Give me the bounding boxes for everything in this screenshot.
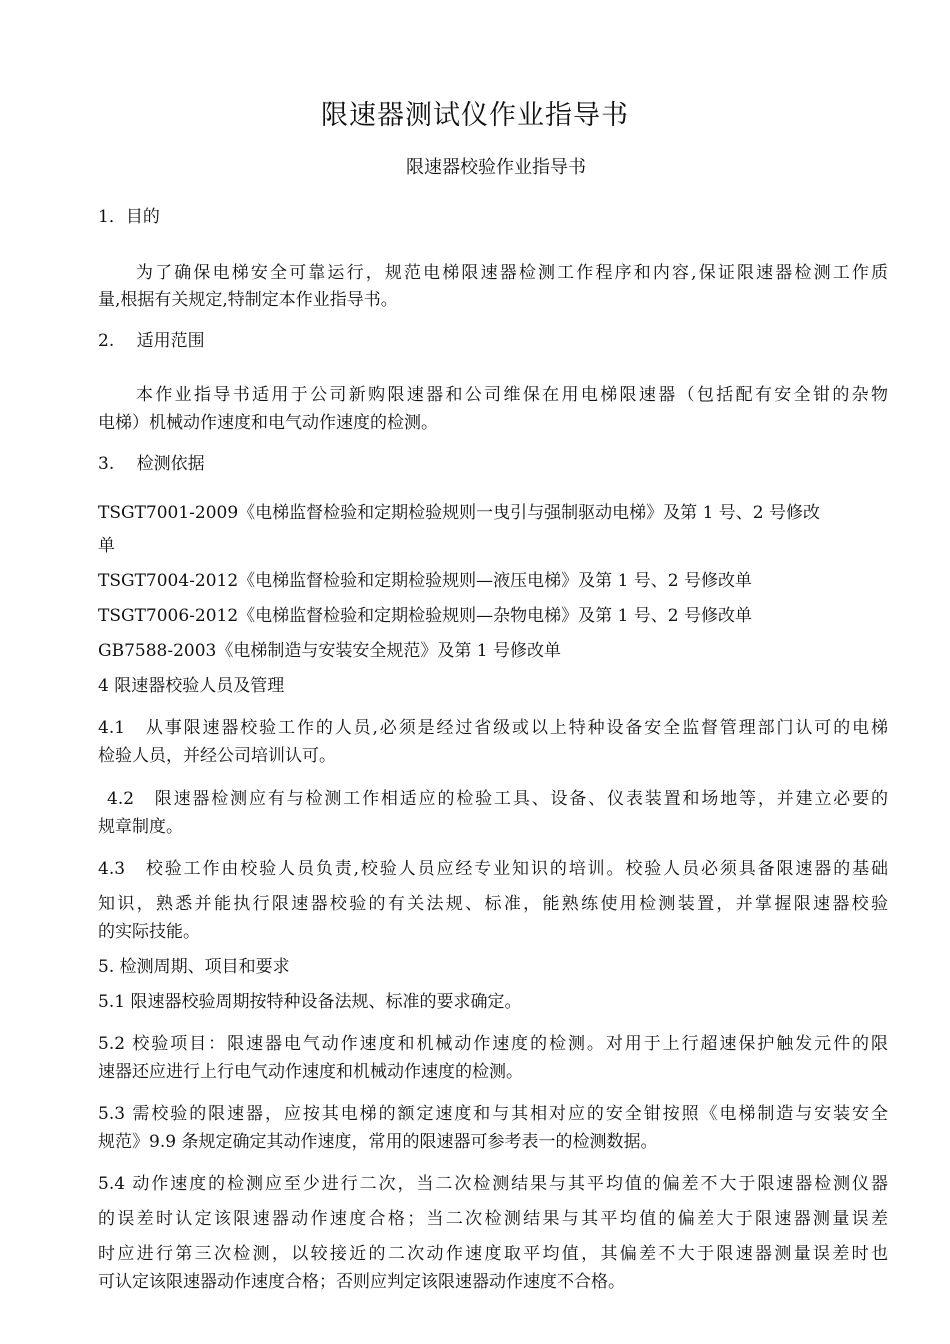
reference-item: GB7588-2003《电梯制造与安装安全规范》及第 1 号修改单 [98, 641, 561, 661]
section-2-paragraph-line: 本作业指导书适用于公司新购限速器和公司维保在用电梯限速器（包括配有安全钳的杂物 [136, 385, 888, 405]
section-5-3-line: 5.3 需校验的限速器，应按其电梯的额定速度和与其相对应的安全钳按照《电梯制造与安装安全 [98, 1104, 888, 1124]
section-4-2-line: 规章制度。 [98, 817, 183, 837]
section-5-3-line: 规范》9.9 条规定确定其动作速度，常用的限速器可参考表一的检测数据。 [98, 1132, 658, 1152]
section-5-1-line: 5.1 限速器校验周期按特种设备法规、标准的要求确定。 [98, 992, 522, 1012]
section-5-2-line: 速器还应进行上行电气动作速度和机械动作速度的检测。 [98, 1062, 523, 1082]
section-2-heading: 2. 适用范围 [98, 331, 205, 351]
section-5-4-line: 时应进行第三次检测，以较接近的二次动作速度取平均值，其偏差不大于限速器测量误差时也 [98, 1244, 888, 1264]
document-subtitle: 限速器校验作业指导书 [406, 157, 586, 178]
section-5-2-line: 5.2 校验项目：限速器电气动作速度和机械动作速度的检测。对用于上行超速保护触发元件的限 [98, 1034, 888, 1054]
section-4-3-line: 4.3 校验工作由校验人员负责,校验人员应经专业知识的培训。校验人员必须具备限速器的基础 [98, 859, 888, 879]
section-3-heading: 3. 检测依据 [98, 454, 205, 474]
reference-item: 单 [98, 536, 115, 556]
section-2-paragraph-line: 电梯）机械动作速度和电气动作速度的检测。 [98, 413, 438, 433]
section-1-heading: 1．目的 [98, 207, 160, 227]
section-5-4-line: 可认定该限速器动作速度合格；否则应判定该限速器动作速度不合格。 [98, 1272, 625, 1292]
section-4-heading: 4 限速器校验人员及管理 [98, 676, 285, 696]
document-title: 限速器测试仪作业指导书 [321, 100, 629, 131]
section-1-paragraph-line: 量,根据有关规定,特制定本作业指导书。 [98, 290, 398, 310]
section-4-2-line: 4.2 限速器检测应有与检测工作相适应的检验工具、设备、仪表装置和场地等，并建立必要的 [107, 789, 888, 809]
reference-item: TSGT7004-2012《电梯监督检验和定期检验规则—液压电梯》及第 1 号、2 号修改单 [98, 571, 753, 591]
section-5-4-line: 5.4 动作速度的检测应至少进行二次，当二次检测结果与其平均值的偏差不大于限速器检测仪器 [98, 1174, 888, 1194]
section-5-heading: 5. 检测周期、项目和要求 [98, 957, 290, 977]
section-1-paragraph-line: 为了确保电梯安全可靠运行，规范电梯限速器检测工作程序和内容,保证限速器检测工作质 [136, 263, 888, 283]
section-4-1-line: 检验人员，并经公司培训认可。 [98, 746, 336, 766]
section-4-1-line: 4.1 从事限速器校验工作的人员,必须是经过省级或以上特种设备安全监督管理部门认可的电梯 [98, 718, 888, 738]
section-5-4-line: 的误差时认定该限速器动作速度合格；当二次检测结果与其平均值的偏差大于限速器测量误差 [98, 1209, 888, 1229]
section-4-3-line: 知识，熟悉并能执行限速器校验的有关法规、标准，能熟练使用检测装置，并掌握限速器校验 [98, 894, 888, 914]
reference-item: TSGT7001-2009《电梯监督检验和定期检验规则一曳引与强制驱动电梯》及第 1 号、2 号修改 [98, 503, 821, 523]
section-4-3-line: 的实际技能。 [98, 922, 200, 942]
reference-item: TSGT7006-2012《电梯监督检验和定期检验规则—杂物电梯》及第 1 号、2 号修改单 [98, 606, 753, 626]
